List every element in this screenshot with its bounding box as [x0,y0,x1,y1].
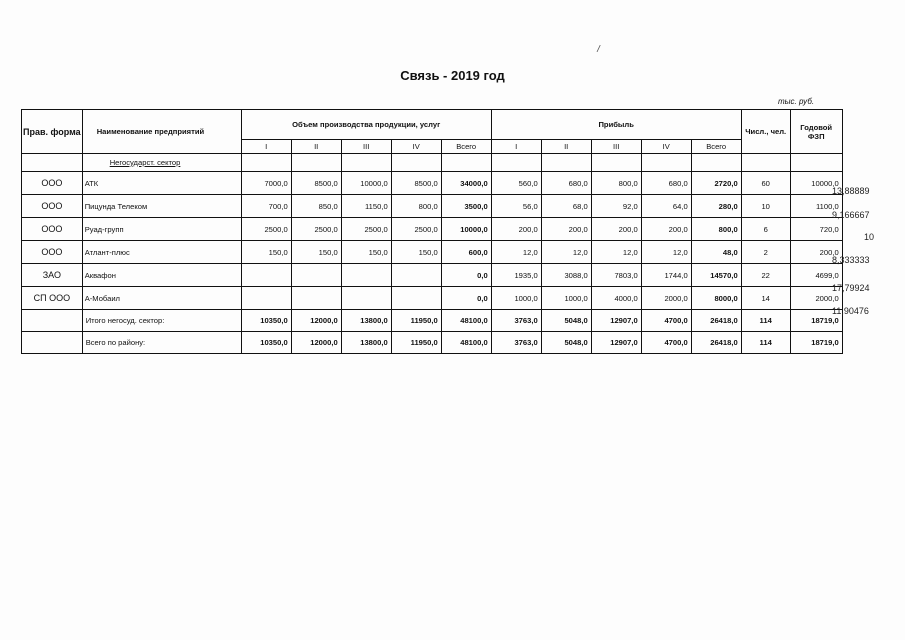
profit-quarter-cell: 200,0 [541,218,591,241]
total-volume-cell: 11950,0 [391,310,441,332]
profit-quarter-cell: 64,0 [641,195,691,218]
total-volume-cell: 13800,0 [341,332,391,354]
total-profit-cell: 26418,0 [691,332,741,354]
total-rows [22,310,843,354]
volume-quarter-cell [241,264,291,287]
total-volume-cell: 10350,0 [241,310,291,332]
profit-quarter-cell: 7803,0 [591,264,641,287]
pen-mark: / [596,43,601,56]
header-row-main [22,110,843,140]
sector-row [22,154,843,172]
volume-quarter-cell [291,264,341,287]
profit-quarter-cell: 680,0 [641,172,691,195]
volume-quarter-cell: 2500,0 [241,218,291,241]
profit-quarter-cell: 800,0 [591,172,641,195]
volume-quarter-cell: 150,0 [241,241,291,264]
total-profit-cell: 4700,0 [641,332,691,354]
payroll-cell: 1100,0 [790,195,842,218]
total-profit-cell: 3763,0 [491,332,541,354]
col-header-profit: Прибыль [491,110,741,140]
profit-quarter-cell: 92,0 [591,195,641,218]
col-header-volume-q4: IV [391,140,441,154]
volume-quarter-cell [341,287,391,310]
total-volume-cell: 11950,0 [391,332,441,354]
company-name-cell: Аквафон [82,264,241,287]
total-profit-cell: 5048,0 [541,332,591,354]
col-header-profit-q3: III [591,140,641,154]
table-row [22,195,843,218]
total-profit-cell: 5048,0 [541,310,591,332]
total-profit-cell: 4700,0 [641,310,691,332]
company-name-cell: АТК [82,172,241,195]
empty-cell [22,310,83,332]
profit-quarter-cell: 1744,0 [641,264,691,287]
profit-total-cell: 2720,0 [691,172,741,195]
total-payroll-cell: 18719,0 [790,332,842,354]
side-value: 11,90476 [832,306,869,316]
empty-cell [22,332,83,354]
volume-quarter-cell [391,264,441,287]
profit-quarter-cell: 56,0 [491,195,541,218]
side-value: 10 [864,232,875,242]
profit-quarter-cell: 560,0 [491,172,541,195]
payroll-cell: 2000,0 [790,287,842,310]
employees-cell: 14 [741,287,790,310]
company-name-cell: Пицунда Телеком [82,195,241,218]
profit-quarter-cell: 12,0 [491,241,541,264]
col-header-name: Наименование предприятий [82,110,241,154]
volume-quarter-cell: 150,0 [341,241,391,264]
profit-quarter-cell: 12,0 [641,241,691,264]
total-profit-cell: 26418,0 [691,310,741,332]
profit-total-cell: 280,0 [691,195,741,218]
volume-total-cell: 600,0 [441,241,491,264]
volume-quarter-cell: 700,0 [241,195,291,218]
col-header-profit-q2: II [541,140,591,154]
employees-cell: 2 [741,241,790,264]
side-value: 17,79924 [832,283,870,293]
profit-quarter-cell: 1000,0 [491,287,541,310]
employees-cell: 22 [741,264,790,287]
payroll-cell: 4699,0 [790,264,842,287]
total-row [22,310,843,332]
profit-quarter-cell: 200,0 [641,218,691,241]
volume-total-cell: 0,0 [441,264,491,287]
profit-quarter-cell: 680,0 [541,172,591,195]
empty-cell [22,154,83,172]
total-label: Всего по району: [82,332,241,354]
volume-quarter-cell [341,264,391,287]
profit-total-cell: 800,0 [691,218,741,241]
total-volume-cell: 12000,0 [291,310,341,332]
employees-cell: 60 [741,172,790,195]
profit-quarter-cell: 12,0 [591,241,641,264]
side-value: 8,333333 [832,255,870,265]
volume-quarter-cell: 800,0 [391,195,441,218]
volume-total-cell: 3500,0 [441,195,491,218]
col-header-profit-q1: I [491,140,541,154]
volume-quarter-cell: 150,0 [291,241,341,264]
payroll-cell: 200,0 [790,241,842,264]
profit-quarter-cell: 200,0 [491,218,541,241]
volume-total-cell: 0,0 [441,287,491,310]
volume-quarter-cell: 850,0 [291,195,341,218]
legal-form-cell: ООО [22,241,83,264]
profit-quarter-cell: 4000,0 [591,287,641,310]
total-row [22,332,843,354]
volume-total-cell: 34000,0 [441,172,491,195]
profit-total-cell: 8000,0 [691,287,741,310]
side-value: 9,166667 [832,210,870,220]
table-row [22,264,843,287]
payroll-cell: 720,0 [790,218,842,241]
col-header-profit-total: Всего [691,140,741,154]
col-header-volume-q3: III [341,140,391,154]
employees-cell: 10 [741,195,790,218]
legal-form-cell: ООО [22,195,83,218]
profit-quarter-cell: 3088,0 [541,264,591,287]
total-volume-cell: 48100,0 [441,332,491,354]
profit-quarter-cell: 68,0 [541,195,591,218]
profit-quarter-cell: 1000,0 [541,287,591,310]
page-title: Связь - 2019 год [400,68,505,83]
units-label: тыс. руб. [778,97,815,106]
volume-quarter-cell: 2500,0 [291,218,341,241]
company-name-cell: А-Мобаил [82,287,241,310]
volume-quarter-cell: 8500,0 [391,172,441,195]
total-employees-cell: 114 [741,332,790,354]
report-table [21,109,843,354]
volume-total-cell: 10000,0 [441,218,491,241]
profit-quarter-cell: 1935,0 [491,264,541,287]
volume-quarter-cell [291,287,341,310]
volume-quarter-cell: 7000,0 [241,172,291,195]
col-header-form: Прав. форма [22,110,83,154]
profit-quarter-cell: 200,0 [591,218,641,241]
volume-quarter-cell: 150,0 [391,241,441,264]
total-employees-cell: 114 [741,310,790,332]
payroll-cell: 10000,0 [790,172,842,195]
table-row [22,172,843,195]
volume-quarter-cell: 10000,0 [341,172,391,195]
total-volume-cell: 12000,0 [291,332,341,354]
col-header-volume-total: Всего [441,140,491,154]
total-profit-cell: 12907,0 [591,332,641,354]
table-row [22,218,843,241]
volume-quarter-cell: 1150,0 [341,195,391,218]
data-rows [22,172,843,310]
table-row [22,287,843,310]
legal-form-cell: ООО [22,172,83,195]
total-volume-cell: 13800,0 [341,310,391,332]
legal-form-cell: ООО [22,218,83,241]
employees-cell: 6 [741,218,790,241]
profit-total-cell: 48,0 [691,241,741,264]
col-header-payroll: Годовой ФЗП [790,110,842,154]
col-header-profit-q4: IV [641,140,691,154]
profit-total-cell: 14570,0 [691,264,741,287]
volume-quarter-cell: 2500,0 [391,218,441,241]
total-payroll-cell: 18719,0 [790,310,842,332]
col-header-volume-q1: I [241,140,291,154]
volume-quarter-cell [391,287,441,310]
table-row [22,241,843,264]
total-profit-cell: 12907,0 [591,310,641,332]
total-label: Итого негосуд. сектор: [82,310,241,332]
col-header-employees: Числ., чел. [741,110,790,154]
company-name-cell: Атлант-плюс [82,241,241,264]
legal-form-cell: СП ООО [22,287,83,310]
col-header-volume: Объем производства продукции, услуг [241,110,491,140]
sector-label: Негосударст. сектор [82,154,241,172]
legal-form-cell: ЗАО [22,264,83,287]
company-name-cell: Руад-групп [82,218,241,241]
volume-quarter-cell: 2500,0 [341,218,391,241]
side-value: 13,88889 [832,186,870,196]
profit-quarter-cell: 2000,0 [641,287,691,310]
total-profit-cell: 3763,0 [491,310,541,332]
col-header-volume-q2: II [291,140,341,154]
total-volume-cell: 48100,0 [441,310,491,332]
volume-quarter-cell: 8500,0 [291,172,341,195]
total-volume-cell: 10350,0 [241,332,291,354]
profit-quarter-cell: 12,0 [541,241,591,264]
volume-quarter-cell [241,287,291,310]
